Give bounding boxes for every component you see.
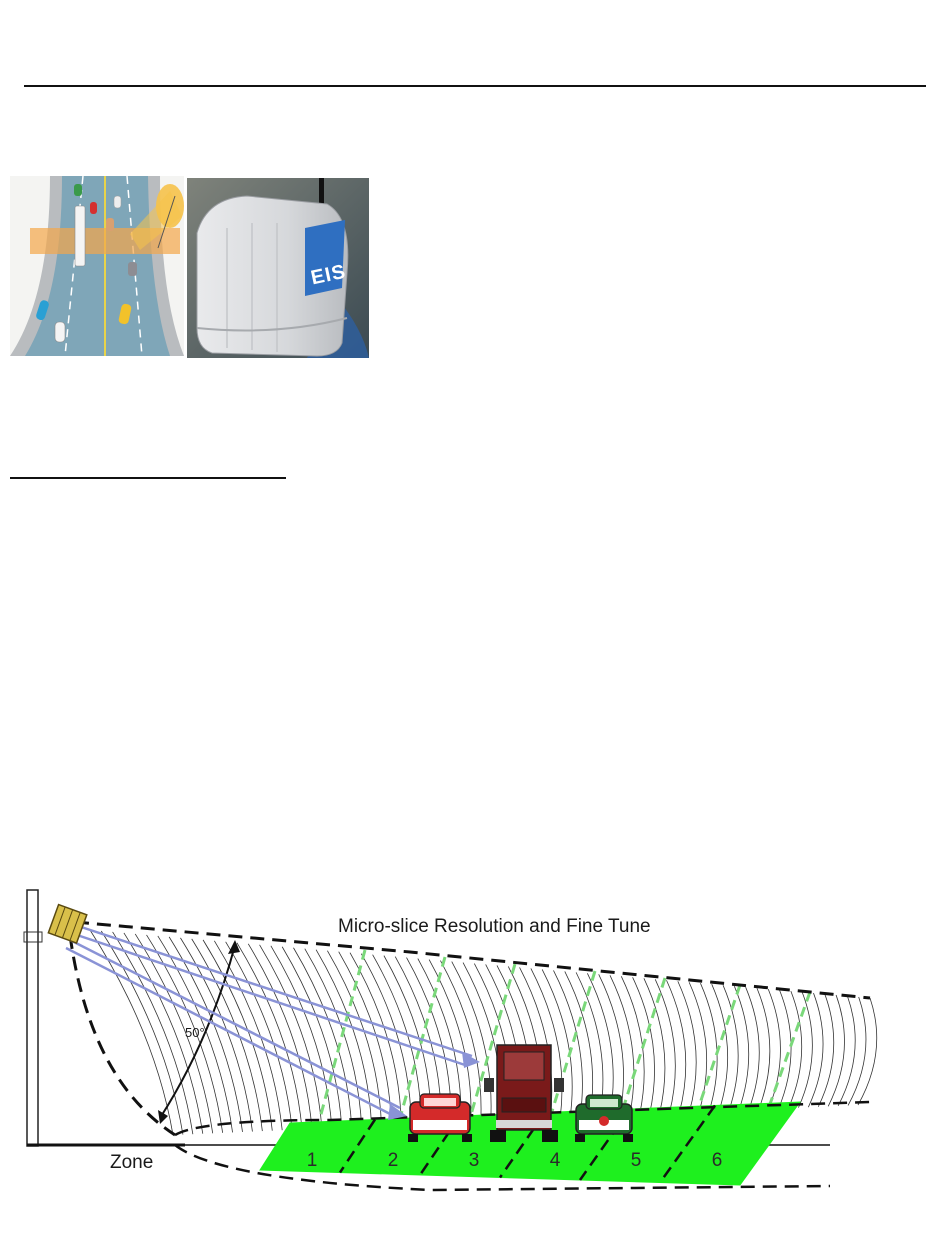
beam-slice-line (271, 946, 332, 1128)
beam-slice-line (463, 963, 501, 1121)
beam-slice-line (90, 930, 173, 1135)
sensor-pole (27, 890, 38, 1146)
radar-sensor-photo (187, 178, 369, 358)
slice-divider (765, 992, 810, 1118)
beam-slice-line (838, 996, 855, 1106)
lane-number-5: 5 (630, 1150, 642, 1171)
lane-number-3: 3 (468, 1150, 480, 1171)
beam-slice-line (293, 948, 351, 1127)
beam-slice-line (260, 945, 322, 1129)
beam-slice-line (644, 978, 665, 1113)
micro-slice-diagram (10, 880, 890, 1210)
beam-slice-line (113, 932, 193, 1134)
beam-slice-line (848, 997, 866, 1105)
beam-slice-line (723, 985, 738, 1110)
beam-slice-line (214, 941, 282, 1130)
beam-slice-line (678, 981, 696, 1112)
beam-slice-line (789, 991, 802, 1108)
diagram-title: Micro-slice Resolution and Fine Tune (338, 916, 651, 937)
beam-slice-line (808, 993, 823, 1107)
lane-number-1: 1 (306, 1150, 318, 1171)
beam-slice-line (746, 987, 760, 1110)
beam-slice-line (734, 986, 748, 1110)
beam-slice-line (282, 947, 342, 1128)
sensor-logo-text: EIS (308, 260, 349, 290)
beam-slice-line (798, 992, 812, 1108)
beam-slice-line (350, 953, 401, 1125)
zone-label: Zone (110, 1152, 154, 1173)
beam-slice-line (169, 937, 242, 1132)
lane-number-6: 6 (711, 1150, 723, 1171)
road-radar-coverage-icon (10, 176, 184, 356)
lane-number-2: 2 (387, 1150, 399, 1171)
beam-slice-line (828, 995, 844, 1106)
beam-slice-line (667, 980, 686, 1113)
top-horizontal-rule (24, 85, 926, 87)
road-coverage-illustration (10, 176, 184, 356)
beam-slice-line (858, 998, 877, 1105)
slice-divider (695, 985, 740, 1118)
angle-label: 50° (185, 1025, 205, 1040)
beam-slice-line (818, 994, 833, 1107)
section-underline (10, 477, 286, 479)
lane-number-4: 4 (549, 1150, 561, 1171)
